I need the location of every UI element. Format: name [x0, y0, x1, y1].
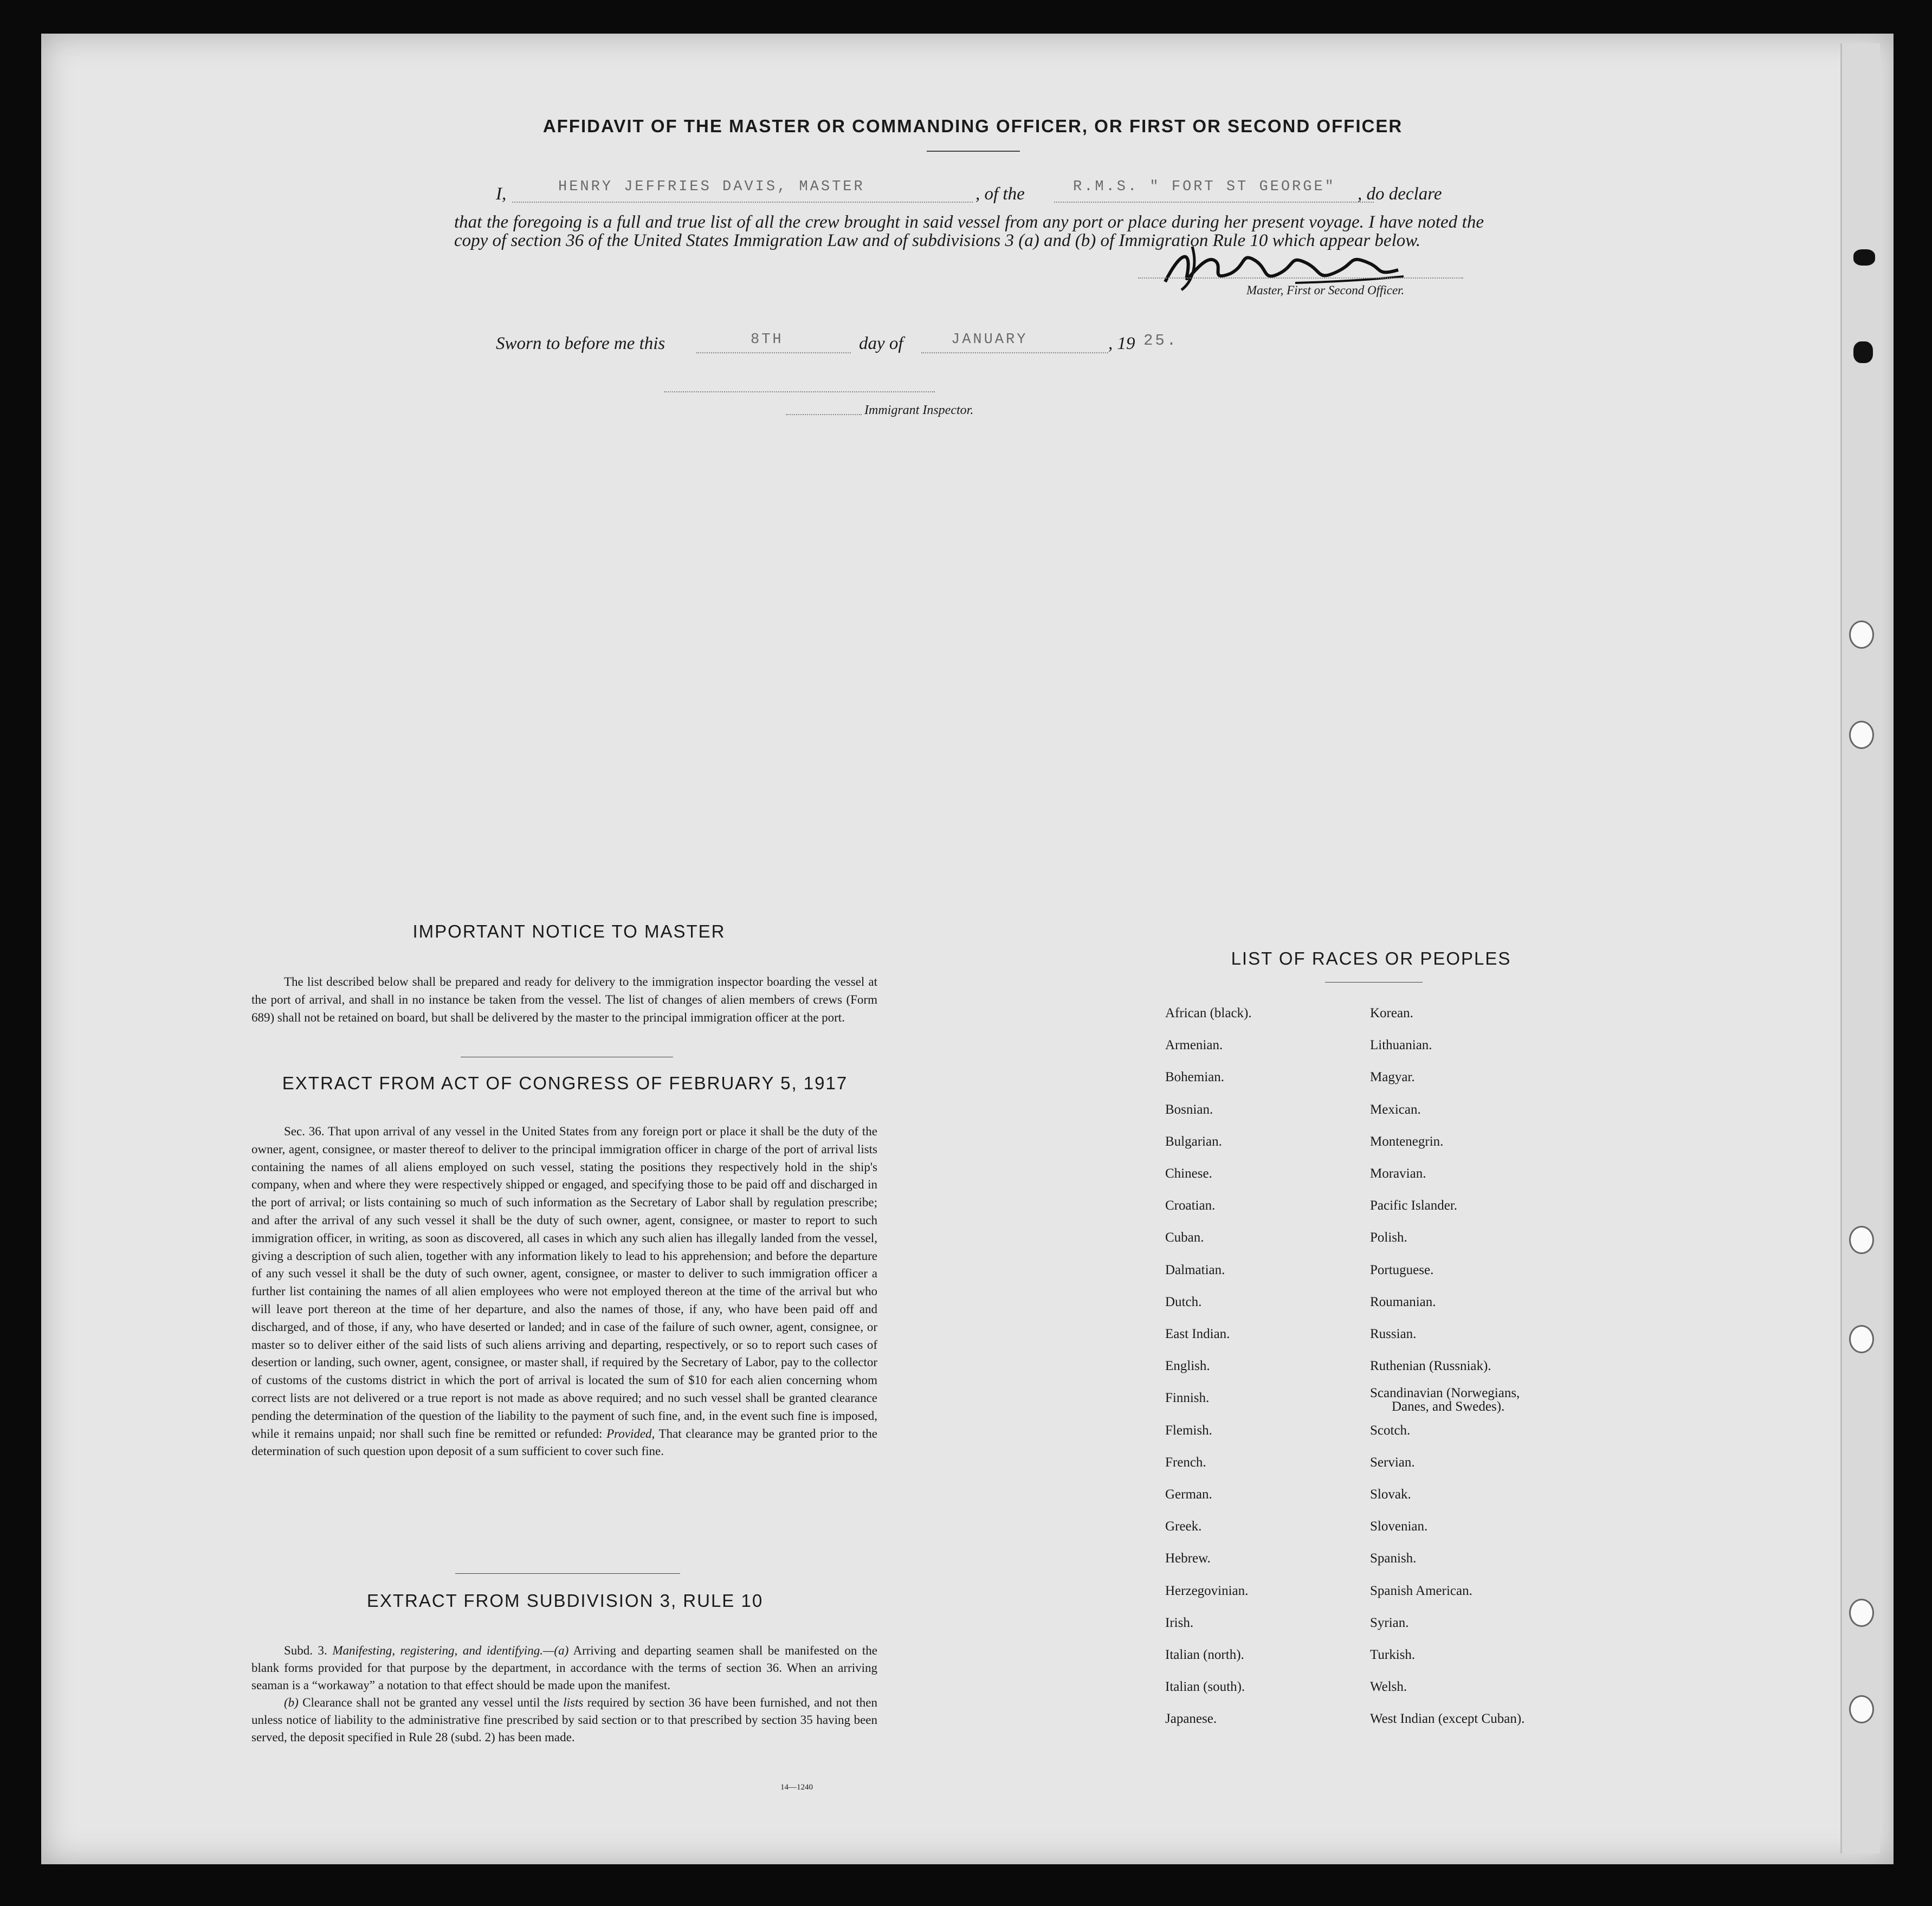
race-item: West Indian (except Cuban). — [1370, 1711, 1525, 1727]
inspector-caption: Immigrant Inspector. — [864, 403, 974, 417]
rule-10-text — [251, 1642, 877, 1746]
race-item: Italian (north). — [1165, 1647, 1244, 1663]
subd-b-lists: lists — [563, 1696, 584, 1709]
race-item: Portuguese. — [1370, 1262, 1434, 1277]
race-item: Pacific Islander. — [1370, 1198, 1458, 1213]
act-extract-title: EXTRACT FROM ACT OF CONGRESS OF FEBRUARY 5, 1917 — [282, 1073, 848, 1093]
title-divider — [927, 151, 1020, 152]
section-36-body: That upon arrival of any vessel in the United States from any foreign port or place it shall be the duty of the owner, agent, consignee, or master thereof to deliver to the principal immigration officer in charge of the port of arrival lists containing the names of all aliens employed on such vessel, stating the positions they respectively hold in the ship's company, when and where they were respectively shipped or engaged, and specifying those to be paid off and discharged in the port of arrival; or lists containing so much of such information as the Secretary of Labor shall by regulation prescribe; and after the arrival of any such vessel it shall be the duty of such owner, agent, consignee, or master to report to such immigration officer, in writing, as soon as discovered, all cases in which any such alien has illegally landed from the vessel, giving a description of such alien, together with any information likely to lead to his apprehension; and before the departure of any such vessel it shall be the duty of such owner, agent, consignee, or master to deliver to such immigration officer a further list containing the names of all alien employees who were not employed thereon at the time of the arrival but who will leave port thereon at the time of her departure, and also the names of those, if any, who have been paid off and discharged, and of those, if any, who have deserted or landed; and in case of the failure of such owner, agent, consignee, or master so to deliver either of the said lists of such aliens arriving and departing, respectively, or so to report such cases of desertion or landing, such owner, agent, consignee, or master shall, if required by the Secretary of Labor, pay to the collector of customs of the customs district in which the port of arrival is located the sum of $10 for each alien concerning whom correct lists are not delivered or a true report is not made as above required; and no such vessel shall be granted clearance pending the determination of the question of the liability to the payment of such fine, and, in the event such fine is imposed, while it remains unpaid; nor shall such fine be remitted or refunded: — [251, 1125, 878, 1440]
race-item: Herzegovinian. — [1165, 1583, 1249, 1598]
subd-b-body-1: Clearance shall not be granted any vessel until the — [302, 1696, 559, 1709]
race-item-line: Danes, and Swedes). — [1392, 1399, 1505, 1414]
race-item: Magyar. — [1370, 1070, 1415, 1085]
race-item: Bulgarian. — [1165, 1134, 1222, 1149]
race-item: Turkish. — [1370, 1647, 1416, 1663]
race-item: Ruthenian (Russniak). — [1370, 1359, 1491, 1374]
subd-a-label: —(a) — [542, 1644, 569, 1657]
act-divider — [455, 1573, 680, 1574]
race-item: Croatian. — [1165, 1198, 1216, 1213]
race-item: Lithuanian. — [1370, 1038, 1432, 1053]
notice-title: IMPORTANT NOTICE TO MASTER — [412, 921, 726, 941]
vessel-value: R.M.S. " FORT ST GEORGE" — [1073, 179, 1336, 195]
race-item: Armenian. — [1165, 1038, 1223, 1053]
declaration-text: that the foregoing is a full and true list of all the crew brought in said vessel from any port or place during her present voyage. I have noted the copy of section 36 of the United States Immigration Law and of subdivisions 3 (a) and (b) of Immigration Rule 10 which appear below. — [454, 212, 1484, 250]
sworn-day-line — [696, 352, 851, 353]
subd-heading: Manifesting, registering, and identifying. — [332, 1644, 543, 1657]
rule-extract-title: EXTRACT FROM SUBDIVISION 3, RULE 10 — [366, 1591, 764, 1611]
torn-edge-mark — [1853, 249, 1875, 266]
race-item-multiline — [1370, 1382, 1524, 1414]
year-suffix: 25. — [1143, 332, 1179, 350]
provided-label: Provided, — [606, 1426, 655, 1440]
punch-hole — [1849, 1226, 1874, 1254]
subdivision-a — [251, 1642, 877, 1694]
race-item: Japanese. — [1165, 1711, 1217, 1727]
sworn-month-value: JANUARY — [951, 332, 1028, 348]
race-item: Dutch. — [1165, 1294, 1202, 1309]
inspector-signature-line — [664, 391, 935, 392]
day-of-label: day of — [859, 334, 903, 353]
section-36-text — [251, 1123, 877, 1461]
affidavit-title: AFFIDAVIT OF THE MASTER OR COMMANDING OFFICER, OR FIRST OR SECOND OFFICER — [542, 116, 1403, 136]
inspector-lead-line — [786, 414, 862, 415]
form-number: 14—1240 — [780, 1783, 813, 1792]
races-right-column — [1370, 997, 1524, 1735]
race-item: French. — [1165, 1455, 1206, 1470]
races-divider — [1325, 982, 1423, 983]
signature-caption: Master, First or Second Officer. — [1246, 283, 1405, 297]
signature-line — [1138, 277, 1463, 279]
race-item: Slovenian. — [1370, 1519, 1428, 1534]
race-item: German. — [1165, 1487, 1212, 1502]
subd-b-body-2: required by section 36 have been furnished, and not then unless notice of liability to the administrative fine prescribed by said section or to that prescribed by section 35 having been served, the deposit specified in Rule 28 (subd. 2) has been made. — [251, 1696, 878, 1744]
punch-hole — [1849, 1695, 1874, 1723]
race-item-line: Scandinavian (Norwegians, — [1370, 1386, 1520, 1401]
i-label: I, — [496, 184, 507, 204]
race-item: Roumanian. — [1370, 1294, 1436, 1309]
races-title: LIST OF RACES OR PEOPLES — [1231, 948, 1511, 968]
race-item: Flemish. — [1165, 1423, 1212, 1438]
race-item: African (black). — [1165, 1006, 1252, 1020]
race-item: Slovak. — [1370, 1487, 1411, 1502]
master-name-value: HENRY JEFFRIES DAVIS, MASTER — [558, 179, 865, 195]
of-the-label: , of the — [975, 184, 1025, 204]
do-declare-label: , do declare — [1358, 184, 1442, 204]
race-item: Italian (south). — [1165, 1679, 1245, 1695]
race-item: Welsh. — [1370, 1679, 1407, 1695]
races-left-column — [1165, 997, 1252, 1735]
punch-hole — [1849, 1325, 1874, 1353]
race-item: Irish. — [1165, 1615, 1194, 1630]
section-36-body-end: That clearance may be granted prior to the determination of such question upon deposit of a sum sufficient to cover such fine. — [251, 1426, 877, 1458]
subdivision-b — [251, 1694, 877, 1746]
punch-hole — [1849, 621, 1874, 649]
punch-hole — [1849, 721, 1874, 749]
race-item: Montenegrin. — [1370, 1134, 1444, 1149]
year-prefix: , 19 — [1108, 334, 1135, 353]
subd-label: Subd. 3. — [284, 1644, 327, 1657]
vessel-line — [1054, 202, 1374, 203]
race-item: Scotch. — [1370, 1423, 1411, 1438]
race-item: Korean. — [1370, 1006, 1413, 1020]
torn-edge-mark — [1853, 341, 1873, 363]
race-item: Syrian. — [1370, 1615, 1409, 1630]
sworn-month-line — [921, 352, 1108, 353]
race-item: Mexican. — [1370, 1102, 1421, 1117]
master-name-line — [512, 202, 973, 203]
race-item: Bosnian. — [1165, 1102, 1213, 1117]
race-item: Spanish. — [1370, 1551, 1417, 1566]
section-label: Sec. 36. — [284, 1125, 325, 1138]
race-item: English. — [1165, 1359, 1210, 1374]
race-item: Bohemian. — [1165, 1070, 1225, 1085]
sworn-day-value: 8TH — [751, 332, 784, 348]
race-item: Cuban. — [1165, 1230, 1204, 1245]
race-item: Moravian. — [1370, 1166, 1426, 1181]
race-item: Spanish American. — [1370, 1583, 1472, 1598]
race-item: Polish. — [1370, 1230, 1407, 1245]
race-item: East Indian. — [1165, 1327, 1230, 1342]
document-sheet — [41, 34, 1894, 1864]
race-item: Greek. — [1165, 1519, 1202, 1534]
punch-hole — [1849, 1599, 1874, 1627]
subd-a-body: Arriving and departing seamen shall be manifested on the blank forms provided for that purpose by the department, in accordance with the terms of section 36. When an arriving seaman is a “workaway” a notation to that effect should be made upon the manifest. — [251, 1644, 877, 1692]
race-item: Servian. — [1370, 1455, 1415, 1470]
sworn-label: Sworn to before me this — [496, 334, 665, 353]
race-item: Hebrew. — [1165, 1551, 1211, 1566]
notice-text: The list described below shall be prepared and ready for delivery to the immigration inspector boarding the vessel at the port of arrival, and shall in no instance be taken from the vessel. The list of changes of alien members of crews (Form 689) shall not be retained on board, but shall be delivered by the master to the principal immigration officer at the port. — [251, 975, 877, 1024]
race-item: Finnish. — [1165, 1391, 1210, 1406]
race-item: Chinese. — [1165, 1166, 1212, 1181]
sheet-edge — [1840, 43, 1880, 1853]
race-item: Russian. — [1370, 1327, 1417, 1342]
subd-b-label: (b) — [284, 1696, 299, 1709]
race-item: Dalmatian. — [1165, 1262, 1225, 1277]
